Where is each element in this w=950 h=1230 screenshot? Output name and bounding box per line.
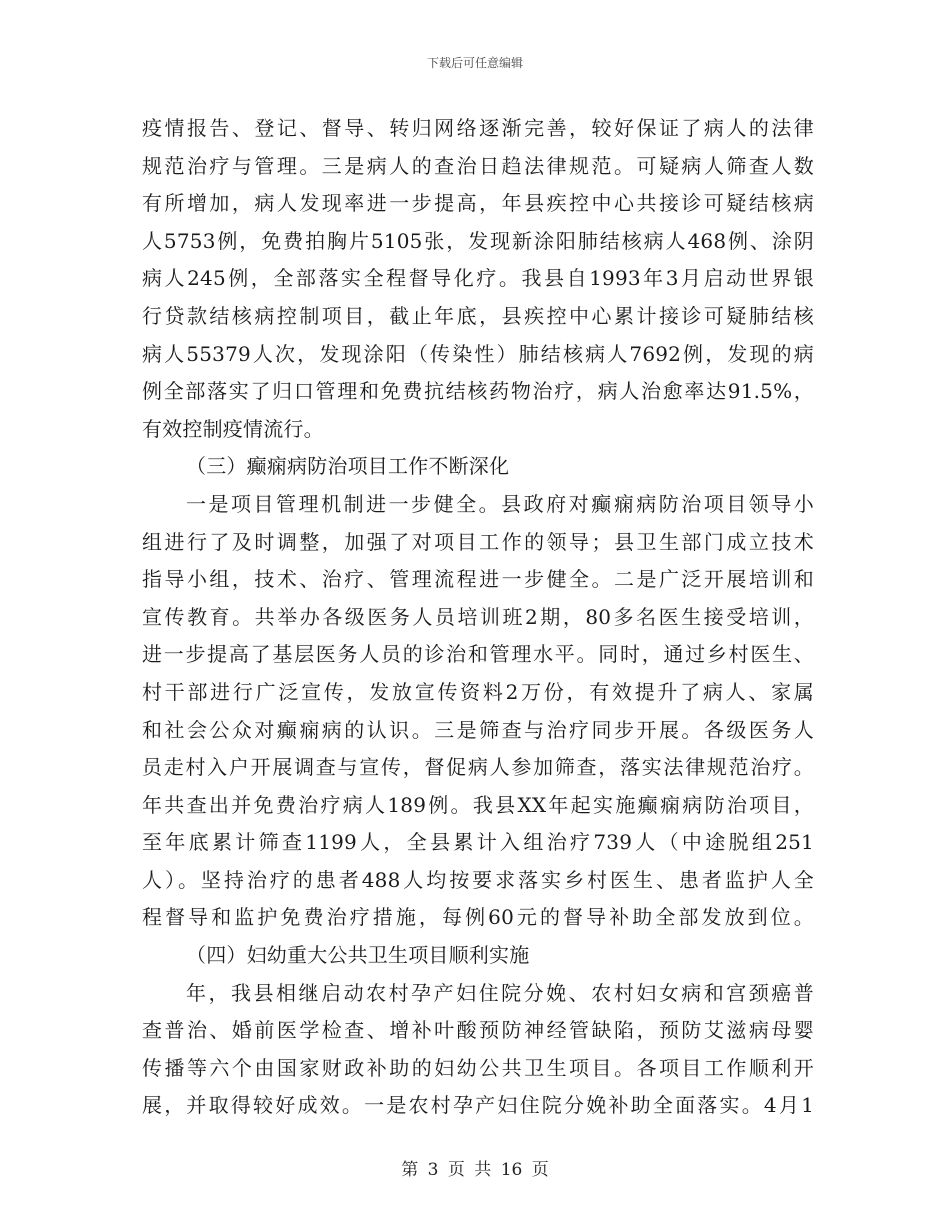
body-line: 疫情报告、登记、督导、转归网络逐渐完善，较好保证了病人的法律	[142, 116, 814, 140]
body-line: 至年底累计筛查1199人，全县累计入组治疗739人（中途脱组251	[142, 830, 814, 855]
body-line: 一是项目管理机制进一步健全。县政府对癫痫病防治项目领导小	[186, 491, 814, 516]
body-line: 指导小组，技术、治疗、管理流程进一步健全。二是广泛开展培训和	[142, 567, 814, 592]
body-line: 年，我县相继启动农村孕产妇住院分娩、农村妇女病和宫颈癌普	[186, 980, 814, 1005]
body-line: 有所增加，病人发现率进一步提高，年县疾控中心共接诊可疑结核病	[142, 191, 814, 216]
body-line: 年共查出并免费治疗病人189例。我县XX年起实施癫痫病防治项目，	[142, 792, 814, 817]
body-line: 进一步提高了基层医务人员的诊治和管理水平。同时，通过乡村医生、	[142, 642, 814, 667]
body-line: 行贷款结核病控制项目，截止年底，县疾控中心累计接诊可疑肺结核	[142, 303, 814, 328]
body-line: 程督导和监护免费治疗措施，每例60元的督导补助全部发放到位。	[142, 905, 814, 930]
body-line: 宣传教育。共举办各级医务人员培训班2期，80多名医生接受培训，	[142, 604, 814, 629]
body-line: 组进行了及时调整，加强了对项目工作的领导；县卫生部门成立技术	[142, 529, 814, 554]
body-line: 规范治疗与管理。三是病人的查治日趋法律规范。可疑病人筛查人数	[142, 153, 814, 178]
body-line: 人）。坚持治疗的患者488人均按要求落实乡村医生、患者监护人全	[142, 867, 814, 892]
body-line: 员走村入户开展调查与宣传，督促病人参加筛查，落实法律规范治疗。	[142, 755, 814, 780]
document-body	[142, 110, 814, 1125]
body-line: 人5753例，免费拍胸片5105张，发现新涂阳肺结核病人468例、涂阴	[142, 228, 814, 253]
body-line: 展，并取得较好成效。一是农村孕产妇住院分娩补助全面落实。4月1	[142, 1093, 814, 1118]
page-header: 下载后可任意编辑	[426, 56, 523, 70]
body-line: 和社会公众对癫痫病的认识。三是筛查与治疗同步开展。各级医务人	[142, 717, 814, 742]
body-line: 有效控制疫情流行。	[142, 416, 324, 441]
body-line: 例全部落实了归口管理和免费抗结核药物治疗，病人治愈率达91.5%，	[142, 379, 814, 404]
body-line: 查普治、婚前医学检查、增补叶酸预防神经管缺陷，预防艾滋病母婴	[142, 1018, 814, 1043]
page-footer: 第 3 页 共 16 页	[401, 1160, 549, 1180]
body-line: 病人55379人次，发现涂阳（传染性）肺结核病人7692例，发现的病	[142, 341, 814, 366]
body-line: 病人245例，全部落实全程督导化疗。我县自1993年3月启动世界银	[142, 266, 814, 291]
section-heading: （三）癫痫病防治项目工作不断深化	[186, 454, 510, 479]
body-line: 村干部进行广泛宣传，发放宣传资料2万份，有效提升了病人、家属	[142, 679, 814, 704]
body-line: 传播等六个由国家财政补助的妇幼公共卫生项目。各项目工作顺利开	[142, 1055, 814, 1080]
section-heading: （四）妇幼重大公共卫生项目顺利实施	[186, 943, 530, 968]
